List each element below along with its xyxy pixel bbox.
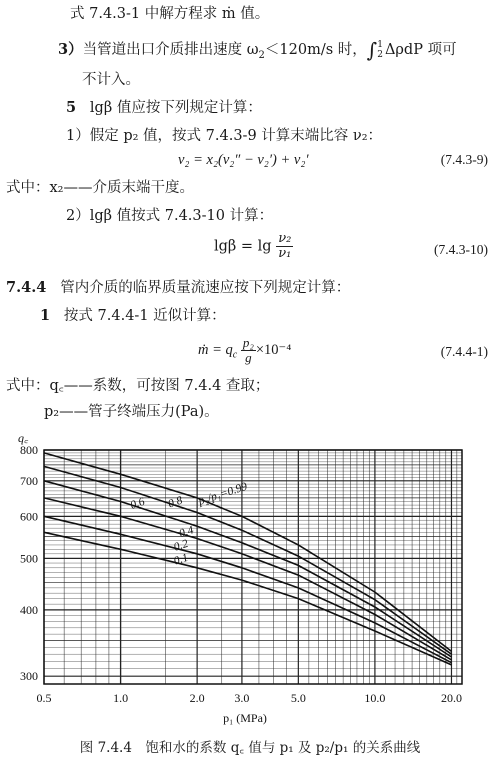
- eq-441-tail: ×10⁻⁴: [255, 341, 292, 358]
- y-axis-label: q꜀: [18, 431, 29, 445]
- y-tick-label: 600: [20, 509, 38, 524]
- item-3-text-b: ＜120m/s 时，: [264, 42, 367, 58]
- curve-label: 0.4: [177, 524, 196, 541]
- x-tick-label: 5.0: [290, 691, 306, 705]
- y-tick-label: 500: [20, 551, 38, 566]
- eq-310-numerator: ν₂: [278, 231, 292, 246]
- curve-label: 0.6: [128, 495, 147, 512]
- eq-310-lhs: lgβ = lg: [214, 238, 272, 255]
- item-3-text-a: 当管道出口介质排出速度 ω: [82, 42, 259, 58]
- chart-grid: [44, 450, 462, 684]
- eq-441-numerator: p₂: [242, 335, 254, 350]
- item-1: [40, 306, 226, 326]
- eq-441-denominator: g: [245, 350, 252, 365]
- y-tick-label: 300: [20, 669, 38, 684]
- eq-310-fraction: [276, 232, 293, 261]
- x-tick-label: 3.0: [234, 691, 250, 705]
- figure-caption: 图 7.4.4 饱和水的系数 q꜀ 值与 p₁ 及 p₂/p₁ 的关系曲线: [79, 740, 421, 756]
- item-3: [58, 40, 457, 66]
- x-tick-label: 10.0: [364, 691, 386, 705]
- item-3-number: 3）: [58, 41, 83, 58]
- eq-441-fraction: [241, 336, 256, 365]
- item-3-continued: 不计入。: [82, 72, 140, 88]
- y-tick-label: 400: [20, 602, 38, 617]
- sub-item-1: 1）假定 p₂ 值，按式 7.4.3-9 计算末端比容 ν₂：: [66, 128, 383, 144]
- equation-number-7-4-3-9: (7.4.3-9): [440, 152, 488, 167]
- integral-lower: 2: [377, 50, 383, 60]
- chart-labels: [18, 431, 462, 725]
- integral-sign: ∫: [366, 38, 378, 62]
- equation-7-4-3-10: [214, 232, 293, 261]
- item-3-text-c: ΔρdP 项可: [384, 42, 457, 58]
- where-note-3: p₂——管子终端压力(Pa)。: [44, 404, 219, 420]
- curve-0-4: [44, 495, 452, 660]
- eq-441-lhs: ṁ = q: [198, 341, 233, 358]
- curve-label: 0.8: [166, 494, 185, 511]
- text-line-1: 式 7.4.3-1 中解方程求 ṁ 值。: [70, 6, 270, 22]
- curve-0-8: [44, 466, 452, 654]
- integral-limits: [377, 40, 383, 60]
- sub-item-2: 2）lgβ 值按式 7.4.3-10 计算：: [66, 208, 274, 224]
- equation-number-7-4-4-1: (7.4.4-1): [440, 344, 488, 359]
- eq-310-denominator: ν₁: [278, 246, 292, 261]
- where-note-1: 式中：x₂——介质末端干度。: [6, 180, 194, 196]
- x-tick-label: 20.0: [440, 691, 462, 705]
- chart-axes: [44, 450, 462, 684]
- item-1-text: 按式 7.4.4-1 近似计算：: [63, 308, 226, 324]
- y-tick-label: 800: [20, 443, 38, 457]
- plot-frame: [44, 450, 462, 684]
- x-tick-label: 2.0: [189, 691, 205, 705]
- curve-label: p₂/p₁=0.99: [196, 480, 249, 508]
- x-axis-label: p₁ (MPa): [223, 711, 267, 725]
- where-note-2: 式中：q꜀——系数，可按图 7.4.4 查取；: [6, 378, 270, 394]
- item-5-number: 5: [66, 99, 77, 116]
- equation-7-4-3-9: ν₂ = x₂(ν₂″ − ν₂′) + ν₂′: [178, 152, 309, 168]
- item-5-text: lgβ 值应按下列规定计算：: [89, 100, 262, 116]
- equation-number-7-4-3-10: (7.4.3-10): [434, 242, 488, 257]
- item-3-sub: 2: [258, 49, 265, 61]
- item-1-number: 1: [40, 307, 51, 324]
- y-tick-label: 700: [20, 473, 38, 488]
- item-5: [66, 98, 262, 118]
- section-7-4-4: [6, 278, 350, 298]
- integral-upper: 1: [377, 40, 383, 50]
- x-tick-label: 1.0: [113, 691, 129, 705]
- section-text: 管内介质的临界质量流速应按下列规定计算：: [60, 280, 351, 296]
- x-tick-label: 0.5: [36, 691, 52, 705]
- q-coefficient-chart: [0, 422, 500, 732]
- eq-441-sub: c: [232, 349, 238, 361]
- section-number: 7.4.4: [6, 279, 47, 296]
- equation-7-4-4-1: [198, 336, 291, 366]
- curve-label: 0.2: [172, 537, 190, 554]
- curve-label: 0.1: [172, 551, 190, 568]
